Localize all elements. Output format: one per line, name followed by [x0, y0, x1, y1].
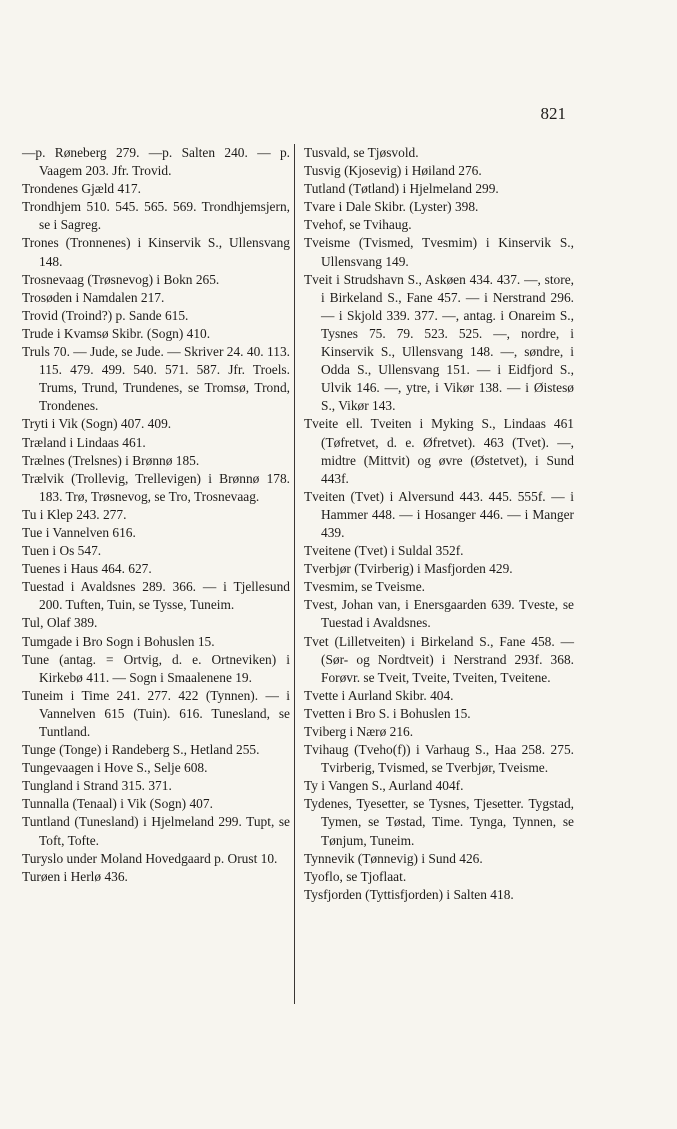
index-entry: Tune (antag. = Ortvig, d. e. Ortneviken) i Kirkebø 411. — Sogn i Smaalenene 19.	[22, 651, 290, 685]
index-entry: Tvette i Aurland Skibr. 404.	[304, 687, 454, 703]
index-entry: Træland i Lindaas 461.	[22, 434, 146, 450]
index-entry: Tuestad i Avaldsnes 289. 366. — i Tjellesund 200. Tuften, Tuin, se Tysse, Tuneim.	[22, 579, 290, 613]
index-entry: Tverbjør (Tvirberig) i Masfjorden 429.	[304, 561, 513, 577]
index-entry: Truls 70. — Jude, se Jude. — Skriver 24. 40. 113. 115. 479. 499. 540. 571. 587. Jfr. Troels. Trums, Trund, Trundenes, se Tromsø, Trond, Trondenes.	[22, 344, 290, 414]
index-entry: Tveit i Strudshavn S., Askøen 434. 437. —, store, i Birkeland S., Fane 457. — i Nerstrand 296. — i Skjold 339. 377. —, antag. i Onareim S., Tysnes 75. 79. 523. 525. —, nordre, i Kinservik S., Ullensvang 148. —, søndre, i Odda S., Ullensvang 151. — i Eidfjord S., Ulvik 146. —, ytre, i Vikør 138. — i Øistesø S., Vikør 143.	[304, 271, 574, 414]
index-entry: Tveisme (Tvismed, Tvesmim) i Kinservik S., Ullensvang 149.	[304, 235, 574, 269]
index-entry: Tvehof, se Tvihaug.	[304, 217, 412, 233]
index-entry: Tunge (Tonge) i Randeberg S., Hetland 255.	[22, 742, 260, 758]
index-entry: Tuntland (Tunesland) i Hjelmeland 299. Tupt, se Toft, Tofte.	[22, 814, 290, 848]
index-entry: Tvesmim, se Tveisme.	[304, 579, 425, 595]
index-entry: Trovid (Troind?) p. Sande 615.	[22, 307, 189, 323]
index-entry: Tusvig (Kjosevig) i Høiland 276.	[304, 163, 482, 179]
index-entry: Tveiten (Tvet) i Alversund 443. 445. 555f. — i Hammer 448. — i Hosanger 446. — i Manger 439.	[304, 488, 574, 540]
index-entry: Tue i Vannelven 616.	[22, 524, 136, 540]
index-entry: Tusvald, se Tjøsvold.	[304, 145, 419, 160]
index-entry: Tul, Olaf 389.	[22, 615, 98, 631]
index-entry: Tvest, Johan van, i Enersgaarden 639. Tveste, se Tuestad i Avaldsnes.	[304, 597, 574, 631]
index-entry: Tryti i Vik (Sogn) 407. 409.	[22, 416, 172, 432]
index-entry: Trælnes (Trelsnes) i Brønnø 185.	[22, 452, 200, 468]
page-number: 821	[540, 104, 566, 123]
index-entry: Trude i Kvamsø Skibr. (Sogn) 410.	[22, 325, 211, 341]
index-entry: Tunnalla (Tenaal) i Vik (Sogn) 407.	[22, 796, 213, 812]
index-entry: Tvetten i Bro S. i Bohuslen 15.	[304, 705, 471, 721]
index-entry: Tungland i Strand 315. 371.	[22, 778, 172, 794]
index-entry: Tvet (Lilletveiten) i Birkeland S., Fane 458. — (Sør- og Nordtveit) i Nerstrand 293f. 368. Forøvr. se Tveit, Tveite, Tveiten, Tveitene.	[304, 633, 574, 685]
index-entry: Trondenes Gjæld 417.	[22, 181, 141, 197]
index-entry: Tuneim i Time 241. 277. 422 (Tynnen). — i Vannelven 615 (Tuin). 616. Tunesland, se Tuntland.	[22, 687, 290, 739]
index-entry: Trones (Tronnenes) i Kinservik S., Ullensvang 148.	[22, 235, 290, 269]
index-entry: Tynnevik (Tønnevig) i Sund 426.	[304, 850, 483, 866]
index-entry: Trosøden i Namdalen 217.	[22, 289, 165, 305]
index-entry: Tydenes, Tyesetter, se Tysnes, Tjesetter. Tygstad, Tymen, se Tøstad, Time. Tynga, Tynnen, se Tønjum, Tuneim.	[304, 796, 574, 848]
index-entry: Tvare i Dale Skibr. (Lyster) 398.	[304, 199, 479, 215]
index-entry: Trosnevaag (Trøsnevog) i Bokn 265.	[22, 271, 220, 287]
index-entry: Tyoflo, se Tjoflaat.	[304, 868, 407, 884]
right-index-column	[304, 144, 574, 904]
index-entry: Trælvik (Trollevig, Trellevigen) i Brønnø 178. 183. Trø, Trøsnevog, se Tro, Trosnevaag.	[22, 470, 290, 504]
index-entry: Tumgade i Bro Sogn i Bohuslen 15.	[22, 633, 215, 649]
index-entry: Tuenes i Haus 464. 627.	[22, 561, 152, 577]
index-entry: Tutland (Tøtland) i Hjelmeland 299.	[304, 181, 499, 197]
index-entry: Ty i Vangen S., Aurland 404f.	[304, 778, 464, 794]
index-entry: Tveitene (Tvet) i Suldal 352f.	[304, 543, 464, 559]
index-entry: Tungevaagen i Hove S., Selje 608.	[22, 760, 208, 776]
index-entry: Trondhjem 510. 545. 565. 569. Trondhjemsjern, se i Sagreg.	[22, 199, 290, 233]
left-index-column	[22, 144, 290, 886]
index-entry: Tvihaug (Tveho(f)) i Varhaug S., Haa 258. 275. Tvirberig, Tvismed, se Tverbjør, Tveisme.	[304, 742, 574, 776]
index-entry: Tysfjorden (Tyttisfjorden) i Salten 418.	[304, 886, 514, 902]
index-entry: —p. Røneberg 279. —p. Salten 240. — p. Vaagem 203. Jfr. Trovid.	[22, 145, 290, 179]
index-entry: Turyslo under Moland Hovedgaard p. Orust 10.	[22, 850, 278, 866]
index-entry: Tu i Klep 243. 277.	[22, 506, 127, 522]
index-entry: Tuen i Os 547.	[22, 543, 102, 559]
index-entry: Tveite ell. Tveiten i Myking S., Lindaas 461 (Tøfretvet, d. e. Øfretvet). 463 (Tvet). —, midtre (Mittvit) og øvre (Østetvet), i Sund 443f.	[304, 416, 574, 486]
index-entry: Tviberg i Nærø 216.	[304, 724, 414, 739]
column-divider	[294, 144, 295, 1004]
index-entry: Turøen i Herlø 436.	[22, 868, 128, 884]
